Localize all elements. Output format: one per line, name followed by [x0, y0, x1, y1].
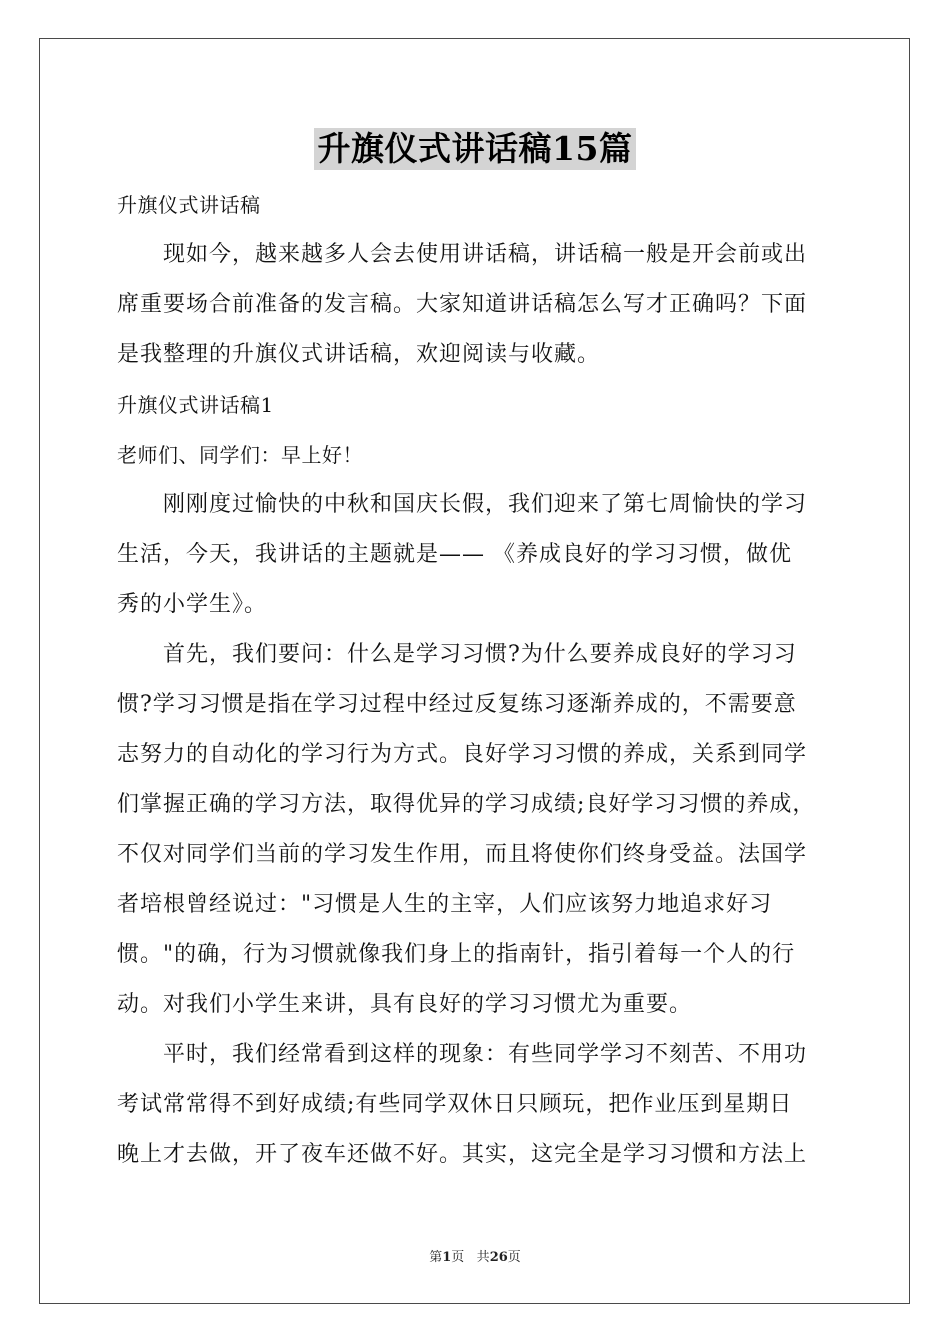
paragraph-line: 惯。"的确，行为习惯就像我们身上的指南针，指引着每一个人的行	[117, 942, 796, 967]
paragraph-line: 刚刚度过愉快的中秋和国庆长假，我们迎来了第七周愉快的学习	[163, 492, 808, 517]
paragraph-line: 志努力的自动化的学习行为方式。良好学习习惯的养成，关系到同学	[117, 742, 808, 767]
paragraph-line: 晚上才去做，开了夜车还做不好。其实，这完全是学习习惯和方法上	[117, 1142, 808, 1167]
total-suffix: 页	[507, 1250, 521, 1265]
page-prefix: 第	[429, 1250, 443, 1265]
page-footer	[0, 1246, 950, 1265]
paragraph-line: 秀的小学生》。	[117, 592, 268, 617]
greeting-line: 老师们、同学们：早上好！	[117, 443, 363, 467]
paragraph-line: 考试常常得不到好成绩;有些同学双休日只顾玩，把作业压到星期日	[117, 1092, 793, 1117]
paragraph-line: 平时，我们经常看到这样的现象：有些同学学习不刻苦、不用功	[163, 1042, 808, 1067]
section-label: 升旗仪式讲话稿	[117, 193, 261, 217]
paragraph-line: 不仅对同学们当前的学习发生作用，而且将使你们终身受益。法国学	[117, 842, 808, 867]
paragraph-line: 首先，我们要问：什么是学习习惯?为什么要养成良好的学习习	[163, 642, 797, 667]
paragraph-line: 是我整理的升旗仪式讲话稿，欢迎阅读与收藏。	[117, 342, 601, 367]
paragraph-line: 惯?学习习惯是指在学习过程中经过反复练习逐渐养成的，不需要意	[117, 692, 797, 717]
paragraph-line: 席重要场合前准备的发言稿。大家知道讲话稿怎么写才正确吗？下面	[117, 292, 808, 317]
document-title: 升旗仪式讲话稿15篇	[314, 128, 637, 170]
paragraph-line: 生活，今天，我讲话的主题就是—— 《养成良好的学习习惯，做优	[117, 542, 792, 567]
document-body	[117, 180, 835, 1180]
section-heading: 升旗仪式讲话稿1	[117, 393, 274, 417]
paragraph-line: 们掌握正确的学习方法，取得优异的学习成绩;良好学习习惯的养成，	[117, 792, 816, 817]
paragraph-line: 动。对我们小学生来讲，具有良好的学习习惯尤为重要。	[117, 992, 693, 1017]
paragraph-line: 者培根曾经说过："习惯是人生的主宰，人们应该努力地追求好习	[117, 892, 773, 917]
page-number: 1	[442, 1250, 452, 1265]
total-pages: 26	[489, 1250, 508, 1265]
page-suffix: 页	[451, 1250, 465, 1265]
total-prefix: 共	[476, 1250, 490, 1265]
paragraph-line: 现如今，越来越多人会去使用讲话稿，讲话稿一般是开会前或出	[163, 242, 808, 267]
title-container	[0, 128, 950, 170]
